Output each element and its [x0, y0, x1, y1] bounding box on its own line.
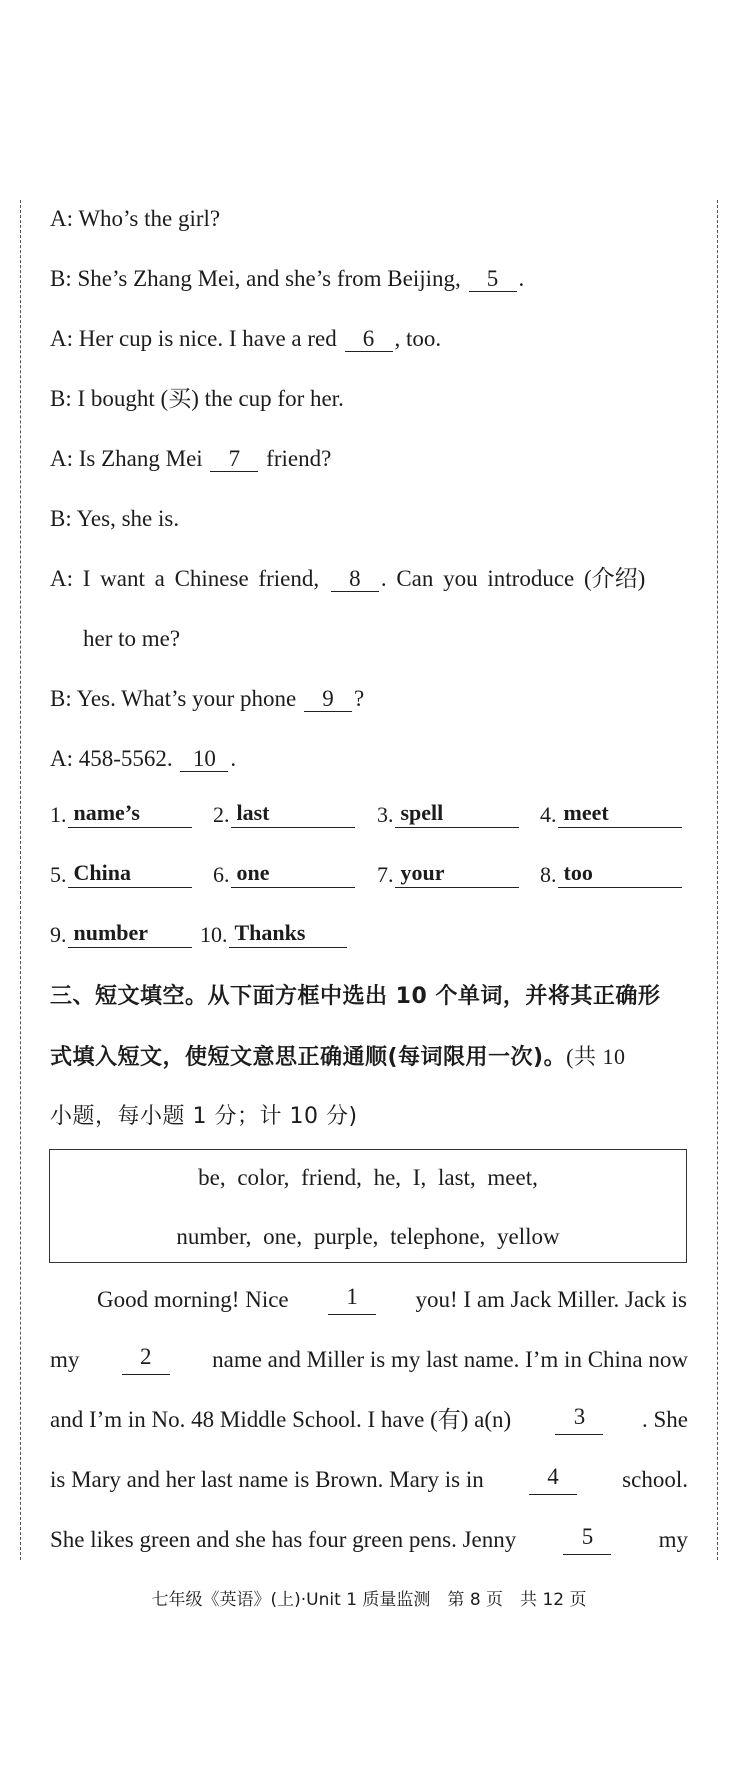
word-bank-row-1: be, color, friend, he, I, last, meet, [198, 1165, 538, 1190]
dialogue-line-8: her to me? [83, 626, 181, 651]
answer-blank[interactable]: 6 [345, 327, 393, 352]
dialogue-line-6: B: Yes, she is. [50, 506, 180, 531]
answer-blank[interactable]: 1 [328, 1285, 376, 1315]
answer-item: 4. meet [540, 800, 682, 828]
section-heading-line-1: 三、短文填空。从下面方框中选出 10 个单词，并将其正确形 [50, 984, 661, 1009]
answer-fill[interactable]: number [68, 920, 192, 948]
answer-fill[interactable]: too [558, 860, 682, 888]
answer-item: 6. one [213, 860, 355, 888]
answer-item: 1. name’s [50, 800, 192, 828]
answer-item: 8. too [540, 860, 682, 888]
dialogue-line-10: A: 458-5562. 10 . [50, 746, 237, 771]
left-dashed-border [20, 200, 21, 1560]
passage-line-1: Good morning! Nice 1 you! I am Jack Miller. Jack is [97, 1285, 687, 1315]
word-bank-box [49, 1149, 687, 1263]
dialogue-line-3: A: Her cup is nice. I have a red 6 , too. [50, 326, 442, 351]
answer-fill[interactable]: your [395, 860, 519, 888]
answer-row-3 [50, 920, 690, 954]
dialogue-line-7: A: I want a Chinese friend, 8 . Can you introduce (介绍) [50, 566, 646, 591]
dialogue-line-2: B: She’s Zhang Mei, and she’s from Beijing, 5 . [50, 266, 525, 291]
passage-line-3: and I’m in No. 48 Middle School. I have (有) a(n) 3 . She [50, 1405, 688, 1435]
right-dashed-border [717, 200, 718, 1560]
answer-item: 2. last [213, 800, 355, 828]
dialogue-line-5: A: Is Zhang Mei 7 friend? [50, 446, 332, 471]
dialogue-line-1: A: Who’s the girl? [50, 206, 221, 231]
answer-row-2 [50, 860, 690, 894]
section-heading-line-2: 式填入短文，使短文意思正确通顺(每词限用一次)。(共 10 [50, 1044, 626, 1070]
dialogue-line-4: B: I bought (买) the cup for her. [50, 386, 344, 411]
answer-blank[interactable]: 10 [180, 747, 228, 772]
answer-blank[interactable]: 5 [469, 267, 517, 292]
passage-line-2: my 2 name and Miller is my last name. I’m in China now [50, 1345, 688, 1375]
answer-blank[interactable]: 5 [563, 1525, 611, 1555]
passage-line-5: She likes green and she has four green pens. Jenny 5 my [50, 1525, 688, 1555]
page-footer: 七年级《英语》(上)·Unit 1 质量监测 第 8 页 共 12 页 [151, 1590, 587, 1610]
answer-blank[interactable]: 4 [529, 1465, 577, 1495]
answer-item: 5. China [50, 860, 192, 888]
answer-fill[interactable]: meet [558, 800, 682, 828]
word-bank-row-2: number, one, purple, telephone, yellow [176, 1224, 560, 1249]
answer-fill[interactable]: one [231, 860, 355, 888]
answer-item: 3. spell [377, 800, 519, 828]
answer-fill[interactable]: spell [395, 800, 519, 828]
dialogue-line-9: B: Yes. What’s your phone 9 ? [50, 686, 365, 711]
answer-fill[interactable]: name’s [68, 800, 192, 828]
passage-line-4: is Mary and her last name is Brown. Mary is in 4 school. [50, 1465, 688, 1495]
answer-fill[interactable]: Thanks [229, 920, 347, 948]
answer-blank[interactable]: 3 [555, 1405, 603, 1435]
section-heading-line-3: 小题，每小题 1 分；计 10 分) [50, 1104, 358, 1129]
answer-item: 9. number [50, 920, 192, 948]
answer-blank[interactable]: 2 [122, 1345, 170, 1375]
answer-item: 10. Thanks [200, 920, 347, 948]
answer-row-1 [50, 800, 690, 834]
answer-fill[interactable]: China [68, 860, 192, 888]
answer-item: 7. your [377, 860, 519, 888]
answer-blank[interactable]: 7 [210, 447, 258, 472]
answer-blank[interactable]: 9 [304, 687, 352, 712]
answer-blank[interactable]: 8 [331, 567, 379, 592]
answer-fill[interactable]: last [231, 800, 355, 828]
